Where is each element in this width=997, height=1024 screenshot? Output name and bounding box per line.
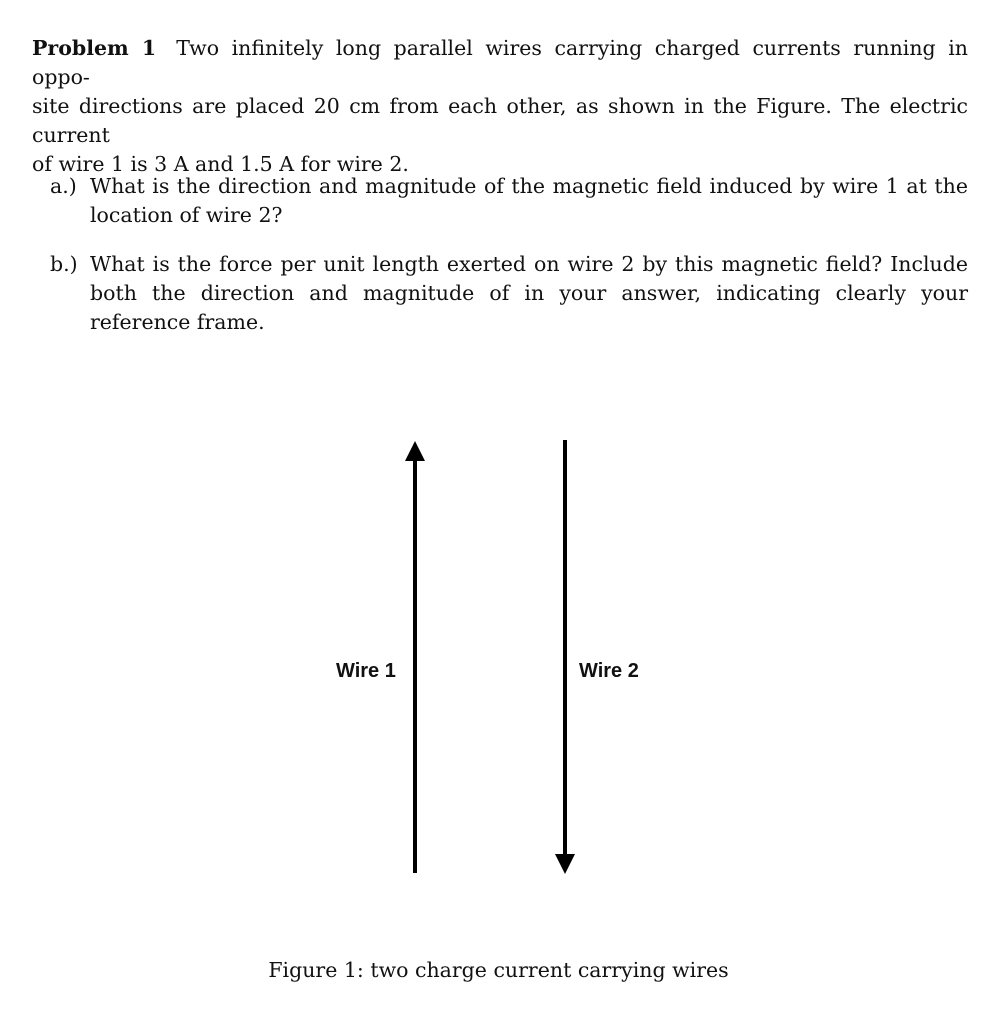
figure-caption: Figure 1: two charge current carrying wires	[268, 958, 729, 982]
wires-figure	[0, 430, 997, 890]
wires-diagram	[0, 430, 997, 890]
problem-heading: Problem 1	[32, 36, 157, 60]
problem-text-line-2: site directions are placed 20 cm from each other, as shown in the Figure. The electric current	[32, 94, 968, 147]
wire-1-label: Wire 1	[336, 660, 396, 682]
wire-1-arrowhead-up-icon	[405, 441, 425, 461]
question-part-b	[50, 250, 968, 337]
wire-2-label: Wire 2	[579, 660, 639, 682]
question-part-a	[50, 172, 968, 230]
question-parts	[50, 172, 968, 357]
wire-2-arrowhead-down-icon	[555, 854, 575, 874]
problem-text-line-1: Two infinitely long parallel wires carrying charged currents running in oppo-	[32, 36, 968, 89]
problem-statement	[32, 34, 968, 179]
problem-text-line-3: of wire 1 is 3 A and 1.5 A for wire 2.	[32, 152, 409, 176]
part-b-label: b.)	[50, 252, 78, 276]
part-a-text: What is the direction and magnitude of the magnetic field induced by wire 1 at the location of wire 2?	[90, 174, 968, 227]
part-b-text: What is the force per unit length exerted on wire 2 by this magnetic field? Include both the direction and magnitude of in your answer, indicating clearly your reference frame.	[90, 252, 968, 334]
part-a-label: a.)	[50, 174, 77, 198]
